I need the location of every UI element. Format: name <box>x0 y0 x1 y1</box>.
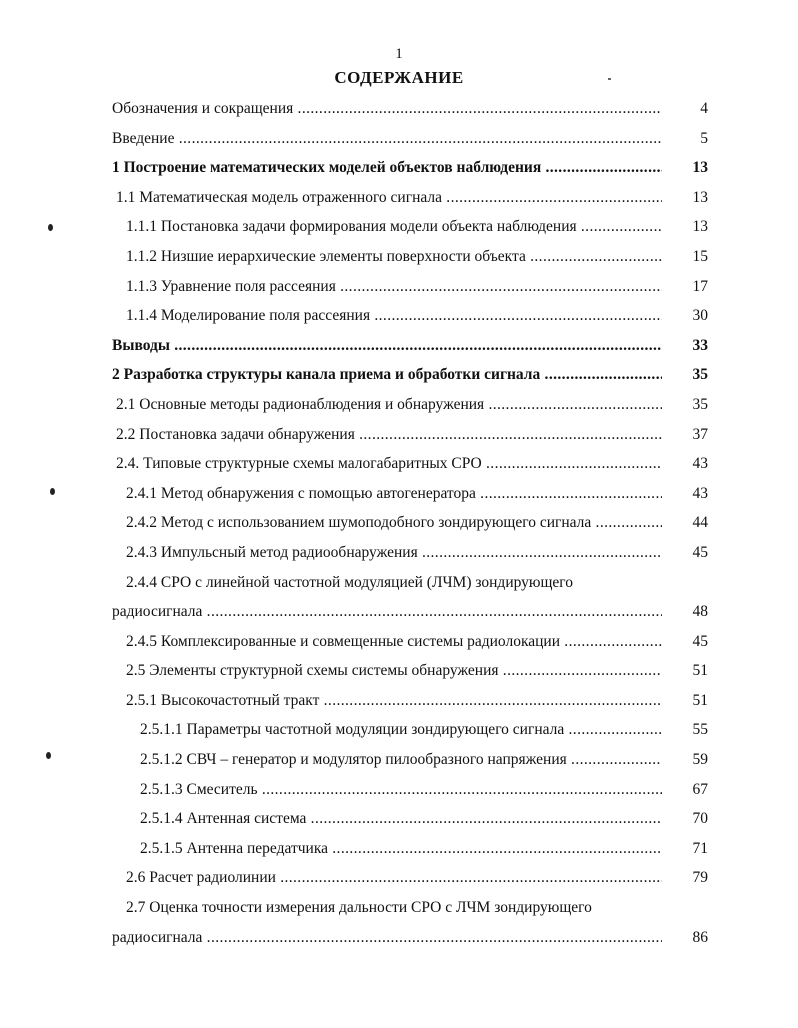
toc-entry-text: 2.5.1.4 Антенная система ..... <box>140 810 662 828</box>
toc-entry-page: 4 <box>700 100 708 117</box>
toc-entry <box>112 422 712 452</box>
toc-entry-page: 35 <box>692 395 708 413</box>
toc-entry-page: 45 <box>692 543 708 561</box>
scan-hole-mark <box>50 488 55 495</box>
toc-entry-page: 13 <box>692 188 708 206</box>
toc-entry-text: 1.1 Математическая модель отраженного сигнала ..... <box>116 189 662 207</box>
toc-entry <box>112 806 712 836</box>
toc-entry-text: 2.5.1 Высокочастотный тракт ..... <box>126 692 662 710</box>
toc-entry <box>112 392 712 422</box>
toc-entry-text: 1.1.1 Постановка задачи формирования модели объекта наблюдения ..... <box>126 218 662 236</box>
toc-entry-page: 55 <box>692 721 708 739</box>
toc-entry-text: 1 Построение математических моделей объектов наблюдения ..... <box>112 159 662 177</box>
toc-entry-text: 1.1.4 Моделирование поля рассеяния ..... <box>126 307 662 325</box>
toc-entry-page: 86 <box>692 928 708 946</box>
toc-entry-text: Выводы ..... <box>112 337 662 355</box>
toc-entry-page: 30 <box>692 307 708 325</box>
toc-entry-page: 5 <box>700 129 708 147</box>
toc-entry-text: радиосигнала ..... <box>112 603 662 621</box>
toc-entry-text: 1.1.2 Низшие иерархические элементы поверхности объекта ..... <box>126 248 662 266</box>
scan-hole-mark <box>48 224 53 231</box>
toc-entry-text: 2.4.3 Импульсный метод радиообнаружения ..... <box>126 544 662 562</box>
toc-entry-text: 2.4. Типовые структурные схемы малогабаритных СРО ..... <box>116 455 662 473</box>
toc-entry <box>112 126 712 156</box>
toc-entry <box>112 451 712 481</box>
toc-entry <box>112 629 712 659</box>
toc-entry <box>112 155 712 185</box>
toc-entry <box>112 362 712 392</box>
toc-entry-page: 51 <box>692 662 708 680</box>
scan-hole-mark <box>46 752 51 759</box>
toc-entry-page: 70 <box>692 810 708 828</box>
toc-entry <box>112 777 712 807</box>
toc-entry-page: 59 <box>692 751 708 769</box>
toc-entry-text: 2.5.1.1 Параметры частотной модуляции зондирующего сигнала ..... <box>140 721 662 739</box>
toc-entry-page: 67 <box>692 780 708 798</box>
toc-entry-text: 2.5.1.2 СВЧ – генератор и модулятор пилообразного напряжения ..... <box>140 751 662 769</box>
toc-entry-page: 79 <box>692 869 708 887</box>
toc-entry-page: 13 <box>692 159 708 177</box>
toc-entry-text: 2.6 Расчет радиолинии ..... <box>126 869 662 887</box>
toc-entry <box>112 747 712 777</box>
toc-entry-text: 2.4.1 Метод обнаружения с помощью автогенератора ..... <box>126 485 662 503</box>
toc-entry-page: 48 <box>692 603 708 621</box>
toc-entry-page: 43 <box>692 455 708 473</box>
toc-entry <box>112 540 712 570</box>
toc-entry-text: 1.1.3 Уравнение поля рассеяния ..... <box>126 278 662 296</box>
toc-entry-text: Введение ..... <box>112 130 662 148</box>
toc-entry <box>112 274 712 304</box>
toc-entry <box>112 96 712 126</box>
toc-entry <box>112 658 712 688</box>
toc-entry-text: 2.5.1.3 Смеситель ..... <box>140 781 662 799</box>
toc-entry <box>112 303 712 333</box>
toc-entry <box>112 925 712 955</box>
scan-speck <box>608 78 611 80</box>
page-number: 1 <box>395 46 403 62</box>
toc-entry <box>112 688 712 718</box>
toc-entry-text: 2.5 Элементы структурной схемы системы обнаружения ..... <box>126 662 662 680</box>
toc-entry <box>112 185 712 215</box>
toc-entry-page: 43 <box>692 484 708 502</box>
toc-entry-page: 13 <box>692 218 708 236</box>
toc-entry-text: Обозначения и сокращения ..... <box>112 100 662 118</box>
toc-entry-text: 2.2 Постановка задачи обнаружения ..... <box>116 426 662 444</box>
toc-entry <box>112 244 712 274</box>
toc-entry-page: 45 <box>692 632 708 650</box>
toc-entry <box>112 570 712 600</box>
toc-entry-text: 2.4.2 Метод с использованием шумоподобного зондирующего сигнала ..... <box>126 514 662 532</box>
toc-entry-text: 2 Разработка структуры канала приема и обработки сигнала ..... <box>112 366 662 384</box>
toc-entry-text: радиосигнала ..... <box>112 929 662 947</box>
toc-entry-text: 2.1 Основные методы радионаблюдения и обнаружения ..... <box>116 396 662 414</box>
toc-entry <box>112 214 712 244</box>
toc-entry-text: 2.7 Оценка точности измерения дальности СРО с ЛЧМ зондирующего <box>126 899 592 917</box>
toc-entry-page: 15 <box>692 247 708 265</box>
page-title: СОДЕРЖАНИЕ <box>334 68 464 87</box>
toc-entry <box>112 333 712 363</box>
toc-entry-page: 44 <box>692 514 708 532</box>
toc-entry-page: 35 <box>692 366 708 384</box>
toc-entry <box>112 836 712 866</box>
toc-entry <box>112 510 712 540</box>
toc-entry-page: 71 <box>692 839 708 857</box>
toc-entry <box>112 599 712 629</box>
toc-entry <box>112 481 712 511</box>
toc-entry <box>112 865 712 895</box>
toc-entry <box>112 717 712 747</box>
toc-entry-text: 2.5.1.5 Антенна передатчика ..... <box>140 840 662 858</box>
toc-entry-page: 51 <box>692 691 708 709</box>
toc-entry-page: 37 <box>692 425 708 443</box>
toc-entry-text: 2.4.4 СРО с линейной частотной модуляцией (ЛЧМ) зондирующего <box>126 573 574 591</box>
toc-entry <box>112 895 712 925</box>
toc-entry-page: 17 <box>692 277 708 295</box>
table-of-contents <box>112 96 712 954</box>
toc-entry-text: 2.4.5 Комплексированные и совмещенные системы радиолокации ..... <box>126 633 662 651</box>
toc-entry-page: 33 <box>692 336 708 354</box>
